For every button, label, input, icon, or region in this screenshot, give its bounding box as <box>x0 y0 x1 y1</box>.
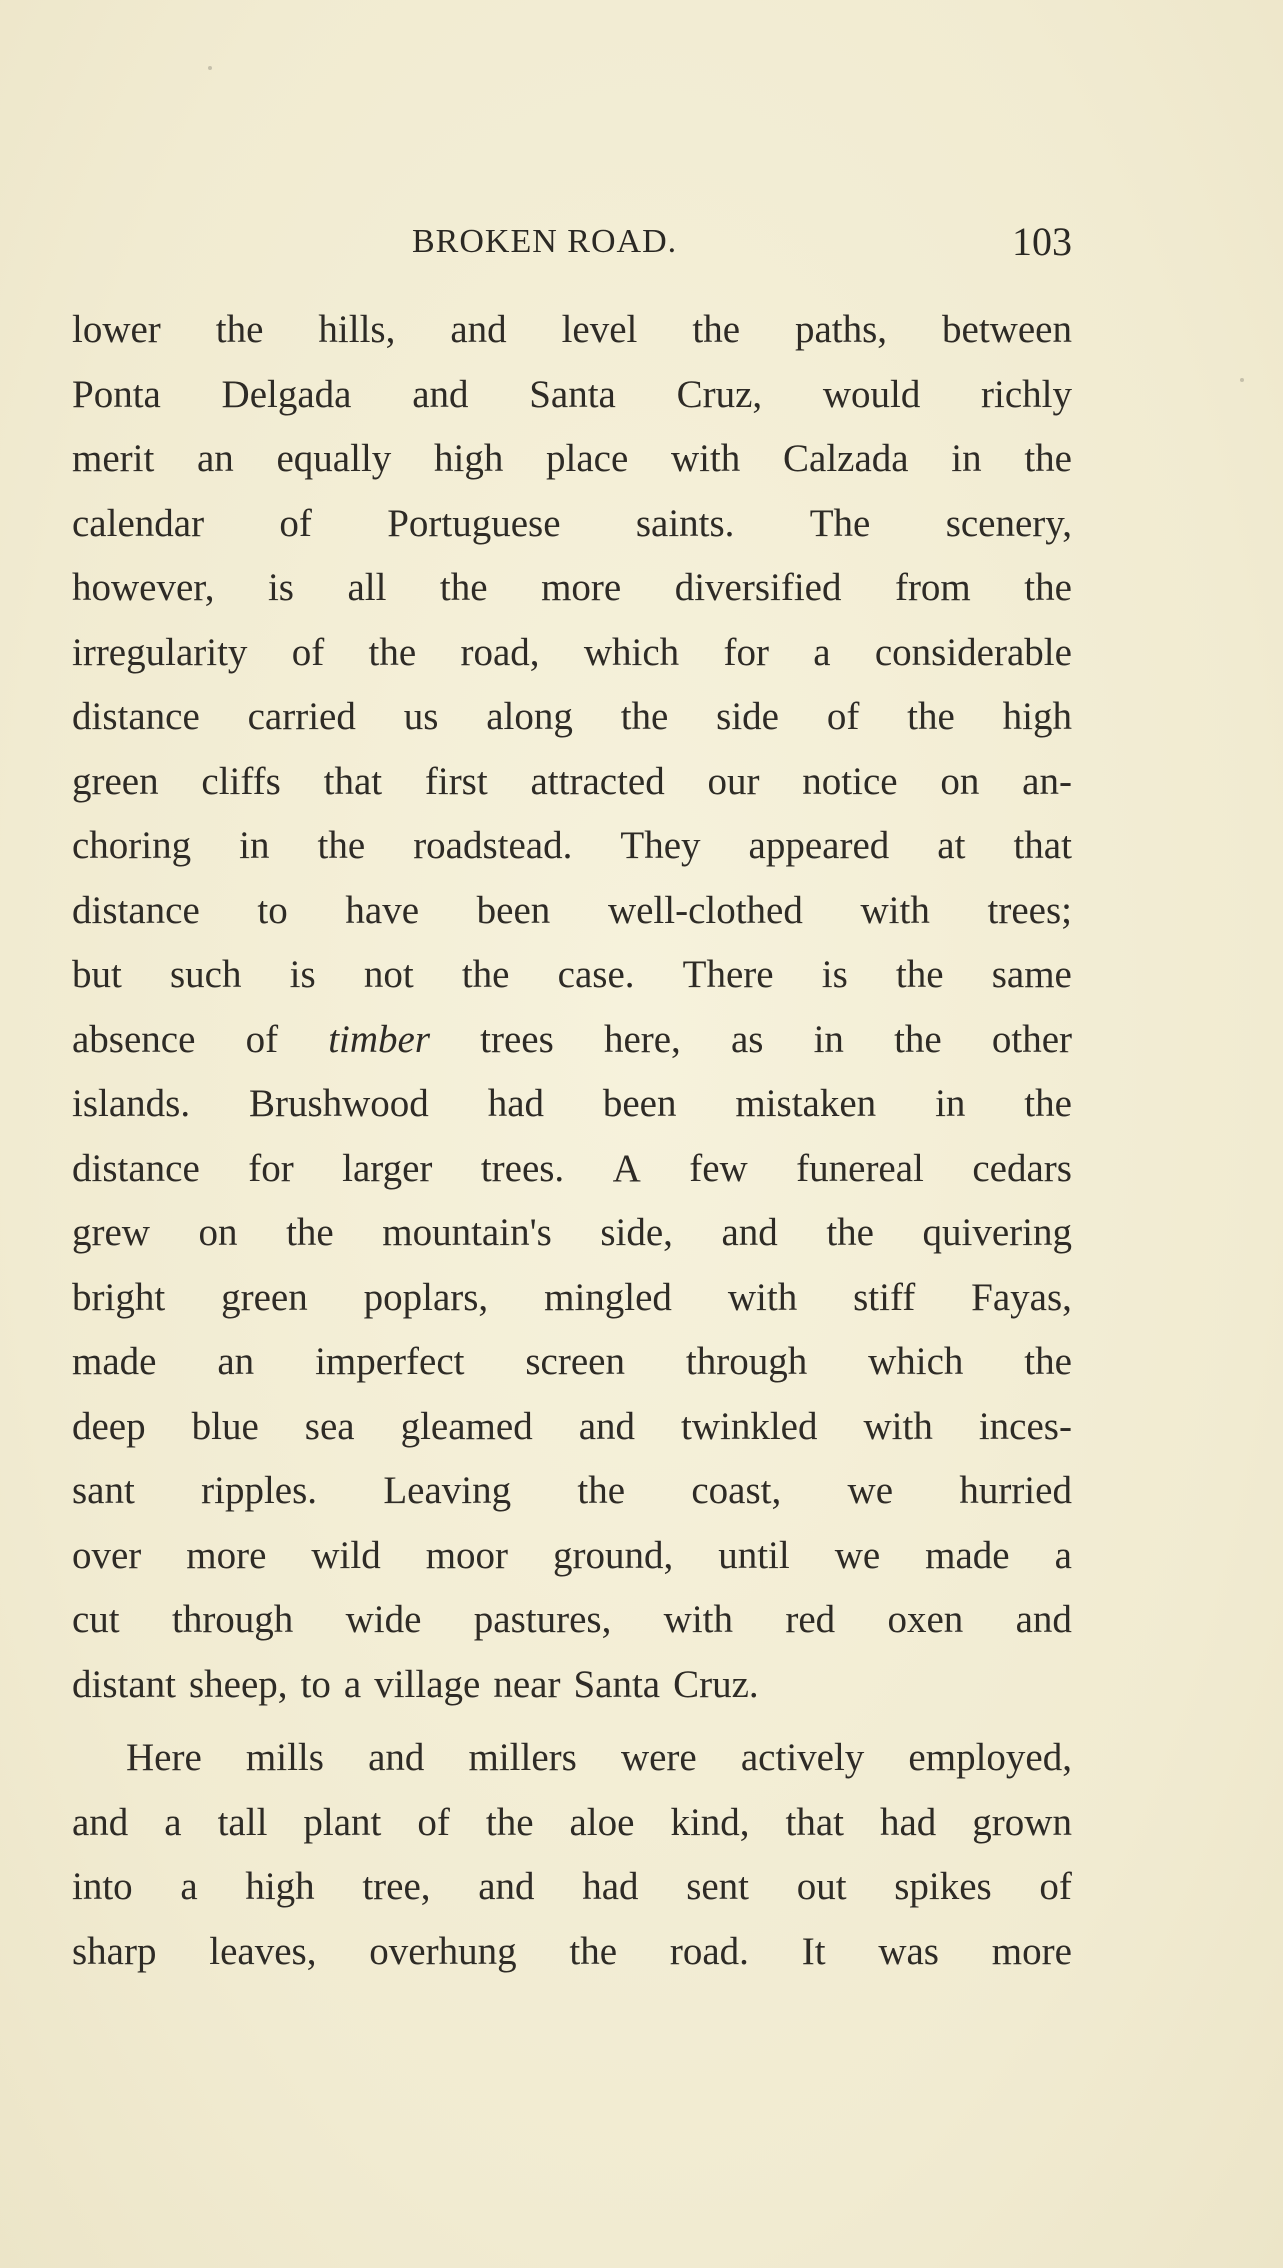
word: road. <box>669 1929 749 1973</box>
word: until <box>718 1533 790 1577</box>
word: in <box>951 437 982 480</box>
word: the <box>620 695 669 738</box>
word: distance <box>72 888 200 932</box>
word: ripples. <box>201 1469 318 1512</box>
word: on <box>198 1211 238 1254</box>
word: to <box>257 888 288 932</box>
word: Here <box>126 1736 202 1779</box>
word: over <box>72 1533 142 1577</box>
word: screen <box>525 1340 625 1383</box>
word: well-clothed <box>607 888 803 932</box>
word: the <box>317 824 366 867</box>
word: not <box>363 953 414 996</box>
word: for <box>248 1146 294 1190</box>
word: poplars, <box>363 1275 489 1319</box>
word: a <box>343 1662 362 1706</box>
word: trees <box>480 1017 554 1061</box>
word: the <box>485 1800 534 1844</box>
word: we <box>834 1533 881 1577</box>
word: considerable <box>874 630 1072 674</box>
word: distance <box>72 695 200 738</box>
word: trees. <box>480 1146 565 1190</box>
text-line <box>72 1524 1072 1589</box>
body-text <box>72 298 1072 1984</box>
word: place <box>546 437 629 480</box>
text-line <box>72 1726 1072 1791</box>
word: irregularity <box>72 630 248 674</box>
word: along <box>486 695 573 738</box>
word: Ponta <box>72 372 161 416</box>
word: through <box>685 1340 808 1383</box>
text-line <box>72 427 1072 492</box>
word: stiff <box>853 1275 916 1319</box>
word: road, <box>460 630 540 674</box>
text-line <box>72 1459 1072 1524</box>
word: out <box>796 1865 847 1908</box>
word: ground, <box>553 1533 674 1577</box>
word: mistaken <box>735 1082 877 1125</box>
word: attracted <box>530 759 665 803</box>
word: calendar <box>72 501 205 545</box>
paper-speck <box>208 66 212 70</box>
word: high <box>433 437 504 480</box>
word: side <box>716 695 779 738</box>
word: had <box>880 1800 937 1844</box>
word: is <box>821 953 848 996</box>
word: hills, <box>318 308 396 351</box>
word: that <box>1013 824 1072 867</box>
word: wide <box>345 1598 422 1641</box>
word: roadstead. <box>413 824 573 867</box>
word: a <box>1054 1533 1072 1577</box>
word: through <box>171 1598 294 1641</box>
text-line <box>72 492 1072 557</box>
word: and <box>450 308 507 351</box>
word: richly <box>981 372 1072 416</box>
word: with <box>860 888 930 932</box>
word: but <box>72 953 122 996</box>
word: an <box>217 1340 255 1383</box>
word: with <box>670 437 741 480</box>
word: Cruz, <box>676 372 763 416</box>
word: we <box>847 1469 894 1512</box>
word: notice <box>802 759 898 803</box>
word: The <box>809 501 871 545</box>
word: of <box>1039 1865 1072 1908</box>
word: the <box>1024 1340 1072 1383</box>
text-line <box>72 943 1072 1008</box>
word: Cruz. <box>673 1662 759 1706</box>
word: Santa <box>529 372 616 416</box>
word: village <box>374 1662 481 1706</box>
word: distance <box>72 1146 200 1190</box>
word: however, <box>72 566 215 609</box>
word: blue <box>191 1404 259 1448</box>
word: funereal <box>796 1146 924 1190</box>
text-line <box>72 363 1072 428</box>
word: islands. <box>72 1082 191 1125</box>
word: on <box>940 759 980 803</box>
word: a <box>180 1865 198 1908</box>
word: deep <box>72 1404 146 1448</box>
word: an <box>197 437 234 480</box>
word: to <box>300 1662 331 1706</box>
word: and <box>72 1800 129 1844</box>
word: for <box>723 630 769 674</box>
word: more <box>991 1929 1072 1973</box>
word: Leaving <box>383 1469 512 1512</box>
word: and <box>721 1211 778 1254</box>
word: made <box>925 1533 1010 1577</box>
word: cedars <box>972 1146 1072 1190</box>
word: and <box>1015 1598 1072 1641</box>
word: leaves, <box>209 1929 317 1973</box>
text-line <box>72 556 1072 621</box>
running-head <box>72 218 1072 268</box>
word: absence <box>72 1017 196 1061</box>
word: There <box>682 953 774 996</box>
word: aloe <box>569 1800 635 1844</box>
word: the <box>577 1469 626 1512</box>
text-line <box>72 750 1072 815</box>
word: the <box>368 630 417 674</box>
word: tall <box>217 1800 268 1844</box>
word: had <box>487 1082 544 1125</box>
word: with <box>663 1598 734 1641</box>
word: level <box>561 308 638 351</box>
word: in <box>813 1017 844 1061</box>
word: the <box>894 1017 942 1061</box>
text-line <box>72 1791 1072 1856</box>
word: same <box>991 953 1072 996</box>
word: the <box>439 566 488 609</box>
word: of <box>417 1800 450 1844</box>
word: merit <box>72 437 155 480</box>
word: been <box>476 888 551 932</box>
word: first <box>424 759 488 803</box>
text-line <box>72 1855 1072 1920</box>
word: mingled <box>544 1275 672 1319</box>
word: scenery, <box>945 501 1072 545</box>
word: equally <box>276 437 392 480</box>
word: sharp <box>72 1929 157 1973</box>
word: green <box>72 759 159 803</box>
word: wild <box>311 1533 381 1577</box>
word: and <box>368 1736 425 1779</box>
word: other <box>991 1017 1072 1061</box>
text-line <box>72 1008 1072 1073</box>
word: oxen <box>887 1598 964 1641</box>
word: overhung <box>369 1929 517 1973</box>
word: Delgada <box>221 372 352 416</box>
word: the <box>826 1211 874 1254</box>
word: twinkled <box>681 1404 818 1448</box>
word: kind, <box>670 1800 750 1844</box>
word: hurried <box>959 1469 1072 1512</box>
word: choring <box>72 824 192 867</box>
word: trees; <box>987 888 1072 932</box>
word: and <box>412 372 469 416</box>
word: spikes <box>894 1865 992 1908</box>
word: would <box>822 372 921 416</box>
word: near <box>493 1662 561 1706</box>
word: sea <box>304 1404 355 1448</box>
word: were <box>620 1736 697 1779</box>
word: of <box>245 1017 279 1061</box>
text-line <box>72 879 1072 944</box>
word: into <box>72 1865 133 1908</box>
text-line <box>72 814 1072 879</box>
word: Calzada <box>783 437 909 480</box>
word: and <box>478 1865 535 1908</box>
word: as <box>730 1017 764 1061</box>
word: Santa <box>573 1662 661 1706</box>
text-line <box>72 1920 1072 1985</box>
word: tree, <box>362 1865 431 1908</box>
word: of <box>826 695 860 738</box>
word: have <box>345 888 420 932</box>
text-line <box>72 1588 1072 1653</box>
word: gleamed <box>400 1404 533 1448</box>
text-line <box>72 1266 1072 1331</box>
word: here, <box>603 1017 681 1061</box>
word: which <box>868 1340 964 1383</box>
word: sheep, <box>189 1662 288 1706</box>
word: actively <box>740 1736 865 1779</box>
word: appeared <box>748 824 890 867</box>
word: larger <box>342 1146 433 1190</box>
word: of <box>291 630 325 674</box>
word: Fayas, <box>971 1275 1072 1319</box>
word: sant <box>72 1469 135 1512</box>
word: A <box>612 1146 641 1190</box>
word: such <box>170 953 242 996</box>
word: grown <box>972 1800 1072 1844</box>
word: the <box>569 1929 618 1973</box>
word: side, <box>600 1211 673 1254</box>
word: a <box>164 1800 182 1844</box>
word: grew <box>72 1211 150 1254</box>
word: the <box>215 308 264 351</box>
word: been <box>602 1082 677 1125</box>
word: had <box>582 1865 639 1908</box>
word: mountain's <box>382 1211 552 1254</box>
text-line <box>72 1137 1072 1202</box>
word: that <box>785 1800 845 1844</box>
text-line <box>72 1072 1072 1137</box>
word: green <box>221 1275 308 1319</box>
word: carried <box>247 695 356 738</box>
word: distant <box>72 1662 176 1706</box>
word: the <box>895 953 944 996</box>
word: the <box>286 1211 334 1254</box>
word: It <box>801 1929 826 1973</box>
word: us <box>403 695 439 738</box>
word: with <box>863 1404 933 1448</box>
word: red <box>785 1598 836 1641</box>
word: that <box>323 759 383 803</box>
word: the <box>1024 437 1072 480</box>
text-line <box>72 1201 1072 1266</box>
word: Brushwood <box>248 1082 429 1125</box>
word: of <box>279 501 312 545</box>
word: made <box>72 1340 157 1383</box>
word: plant <box>303 1800 382 1844</box>
word: and <box>578 1404 636 1448</box>
word: They <box>620 824 701 867</box>
word: the <box>1024 566 1072 609</box>
word: in <box>935 1082 966 1125</box>
word: lower <box>72 308 161 351</box>
word: is <box>289 953 316 996</box>
text-line <box>72 621 1072 686</box>
word: was <box>878 1929 939 1973</box>
word: employed, <box>908 1736 1072 1779</box>
word: is <box>267 566 294 609</box>
word: an- <box>1022 759 1072 803</box>
word: paths, <box>794 308 888 351</box>
word: from <box>894 566 971 609</box>
word: high <box>1002 695 1072 738</box>
word: cut <box>72 1598 120 1641</box>
word: more <box>186 1533 267 1577</box>
page-number: 103 <box>1012 219 1072 264</box>
word: imperfect <box>315 1340 465 1383</box>
word: case. <box>557 953 635 996</box>
word: all <box>347 566 387 609</box>
word: Portuguese <box>387 501 561 545</box>
italic-word: timber <box>328 1017 431 1061</box>
word: in <box>239 824 270 867</box>
word: the <box>907 695 955 738</box>
word: moor <box>425 1533 509 1577</box>
word: few <box>689 1146 748 1190</box>
word: the <box>1024 1082 1072 1125</box>
word: high <box>245 1865 315 1908</box>
word: cliffs <box>201 759 281 803</box>
text-line <box>72 298 1072 363</box>
word: the <box>692 308 741 351</box>
word: more <box>541 566 622 609</box>
text-line <box>72 1653 1072 1718</box>
word: which <box>583 630 680 674</box>
word: mills <box>245 1736 324 1779</box>
paper-speck <box>1240 378 1244 382</box>
word: diversified <box>674 566 842 609</box>
text-line <box>72 1395 1072 1460</box>
word: between <box>942 308 1072 351</box>
word: saints. <box>635 501 735 545</box>
word: millers <box>468 1736 577 1779</box>
word: sent <box>686 1865 750 1908</box>
word: bright <box>72 1275 166 1319</box>
word: quivering <box>922 1211 1072 1254</box>
word: with <box>727 1275 798 1319</box>
word: a <box>813 630 831 674</box>
word: coast, <box>691 1469 782 1512</box>
word: pastures, <box>473 1598 612 1641</box>
running-title: BROKEN ROAD. <box>412 223 678 260</box>
text-line <box>72 1330 1072 1395</box>
text-line <box>72 685 1072 750</box>
word: at <box>937 824 966 867</box>
word: inces- <box>978 1404 1072 1448</box>
word: the <box>461 953 510 996</box>
word: our <box>707 759 760 803</box>
